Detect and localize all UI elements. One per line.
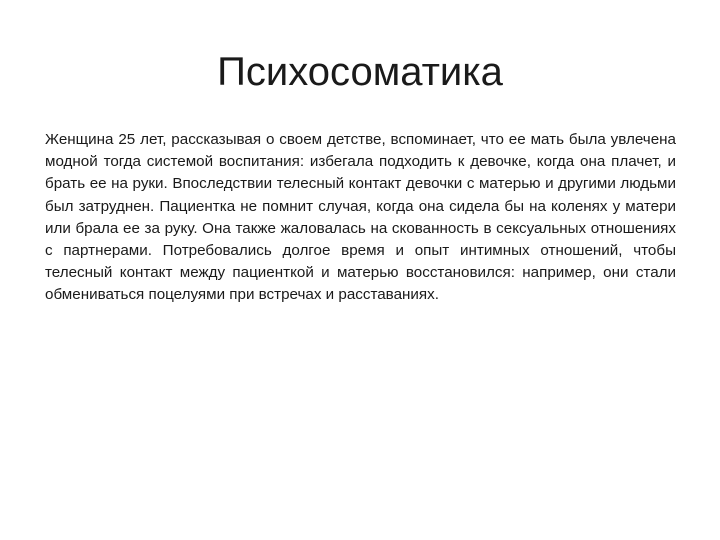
slide-title: Психосоматика <box>217 50 503 94</box>
slide-body-text: Женщина 25 лет, рассказывая о своем детстве, вспоминает, что ее мать была увлечена модной тогда системой воспитания: избегала подходить к девочке, когда она плачет, и брать ее на руки. Впоследствии телесный контакт девочки с матерью и другими людьми был затруднен. Пациентка не помнит случая, когда она сидела бы на коленях у матери или брала ее за руку. Она также жаловалась на скованность в сексуальных отношениях с партнерами. Потребовались долгое время и опыт интимных отношений, чтобы телесный контакт между пациенткой и матерью восстановился: например, они стали обмениваться поцелуями при встречах и расставаниях. <box>45 131 676 304</box>
